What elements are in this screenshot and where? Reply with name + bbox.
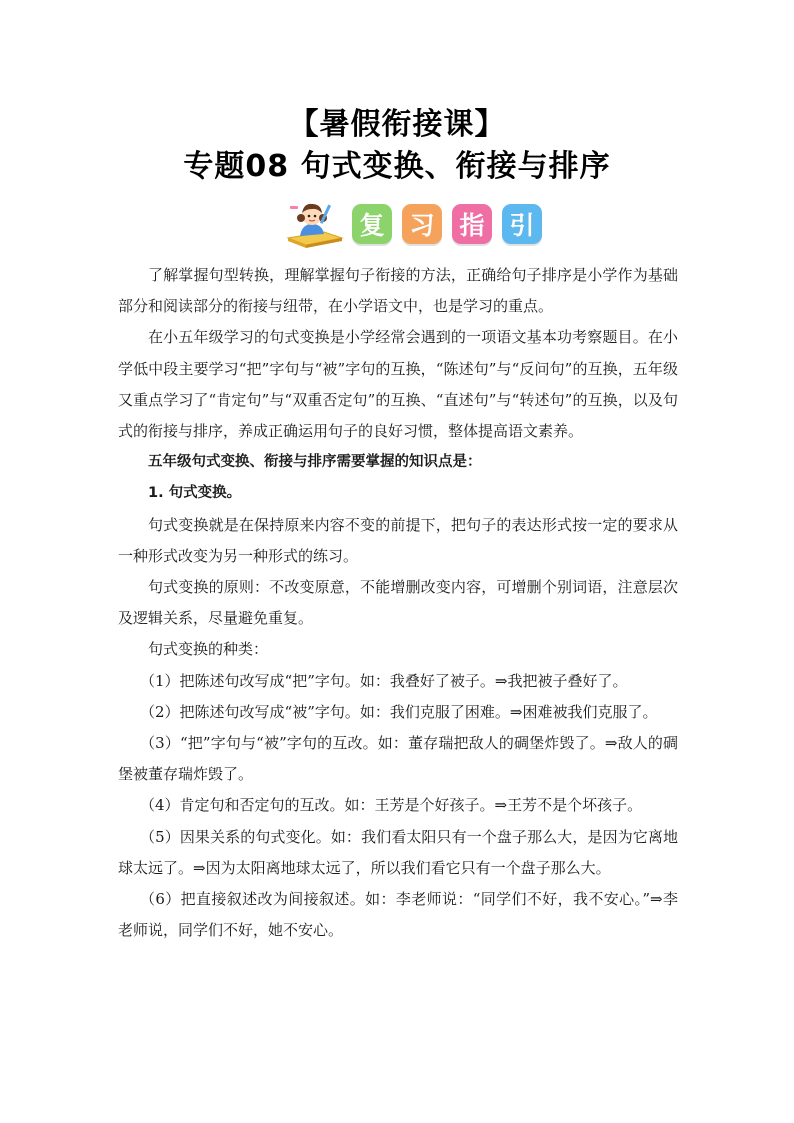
badge-fu <box>352 204 392 244</box>
knowledge-points-heading: 五年级句式变换、衔接与排序需要掌握的知识点是： <box>148 454 482 471</box>
list-item: （1）把陈述句改写成“把”字句。如：我叠好了被子。⇒我把被子叠好了。 <box>140 671 628 690</box>
list-item: （4）肯定句和否定句的互改。如：王芳是个好孩子。⇒王芳不是个坏孩子。 <box>140 796 643 815</box>
badge-xi <box>402 204 442 244</box>
section-heading-sentence-transform: 1. 句式变换。 <box>148 485 242 502</box>
page-title-bracket: 【暑假衔接课】 <box>288 107 506 142</box>
overview-paragraph: 在小五年级学习的句式变换是小学经常会遇到的一项语文基本功考察题目。在小学低中段主要学习“把”字句与“被”字句的互换，“陈述句”与“反问句”的互换，五年级又重点学习了“肯定句”与“双重否定句”的互换、“直述句”与“转述句”的互换，以及句式的衔接与排序，养成正确运用句子的良好习惯，整体提高语文素养。 <box>118 328 678 441</box>
list-item: （5）因果关系的句式变化。如：我们看太阳只有一个盘子那么大，是因为它离地球太远了。⇒因为太阳离地球太远了，所以我们看它只有一个盘子那么大。 <box>118 827 678 877</box>
document-body <box>118 260 678 946</box>
review-guide-banner <box>284 198 552 250</box>
badge-zhi <box>452 204 492 244</box>
badge-yin-label: 引 <box>509 211 535 240</box>
definition-paragraph: 句式变换就是在保持原来内容不变的前提下，把句子的表达形式按一定的要求从一种形式改变为另一种形式的练习。 <box>118 515 678 565</box>
intro-paragraph: 了解掌握句型转换，理解掌握句子衔接的方法，正确给句子排序是小学作为基础部分和阅读部分的衔接与纽带，在小学语文中，也是学习的重点。 <box>118 266 678 316</box>
list-item: （2）把陈述句改写成“被”字句。如：我们克服了困难。⇒困难被我们克服了。 <box>140 702 658 721</box>
page-title: 专题08 句式变换、衔接与排序 <box>183 149 611 184</box>
list-item: （6）把直接叙述改为间接叙述。如：李老师说：“同学们不好，我不安心。”⇒李老师说，同学们不好，她不安心。 <box>118 890 678 940</box>
badge-xi-label: 习 <box>409 211 435 240</box>
badge-fu-label: 复 <box>359 211 385 240</box>
types-heading: 句式变换的种类： <box>148 640 269 659</box>
child-reading-icon <box>284 198 346 250</box>
list-item: （3）“把”字句与“被”字句的互改。如：董存瑞把敌人的碉堡炸毁了。⇒敌人的碉堡被董存瑞炸毁了。 <box>118 734 678 784</box>
title-block <box>0 104 794 188</box>
principle-paragraph: 句式变换的原则：不改变原意，不能增删改变内容，可增删个别词语，注意层次及逻辑关系，尽量避免重复。 <box>118 578 678 628</box>
badge-zhi-label: 指 <box>459 211 485 240</box>
badge-yin <box>502 204 542 244</box>
